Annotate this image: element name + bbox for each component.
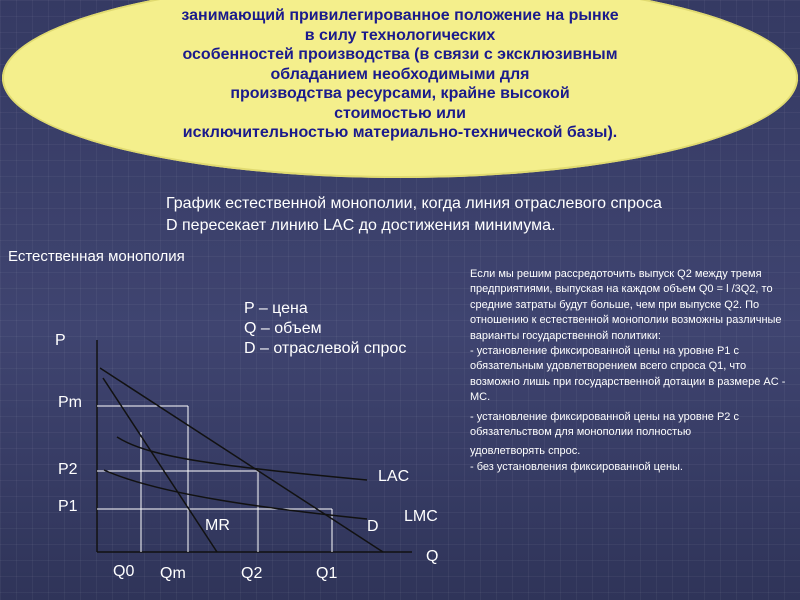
pm-label: Pm <box>58 394 82 411</box>
description-line: D пересекает линию LAC до достижения минимума. <box>166 217 556 234</box>
demand-curve <box>100 368 383 552</box>
lac-label: LAC <box>378 468 410 485</box>
p2-label: P2 <box>58 461 78 478</box>
note-paragraph: Если мы решим рассредоточить выпуск Q2 между тремя предприятиями, выпуская на каждом объем Q0 = l /3Q2, то средние затраты будут больше, чем при выпуске Q2. По отношению к естественной монополии возможны различные варианты государственной политики: <box>470 268 782 342</box>
definition-line: занимающий привилегированное положение на рынке <box>181 7 619 24</box>
lmc-curve <box>104 470 367 519</box>
legend-price: P – цена <box>244 300 308 317</box>
definition-line: обладанием необходимыми для <box>270 65 530 83</box>
price-axis-label: P <box>55 332 66 349</box>
note-paragraph: удовлетворять спрос. <box>470 445 581 458</box>
lmc-label: LMC <box>404 508 438 525</box>
qm-label: Qm <box>160 565 186 582</box>
definition-line: особенностей производства (в связи с эксклюзивным <box>182 46 618 63</box>
note-paragraph: - установление фиксированной цены на уровне P2 с обязательством для монополии полностью <box>470 410 739 439</box>
definition-line: стоимостью или <box>334 104 466 122</box>
mr-curve <box>103 378 217 552</box>
q2-label: Q2 <box>241 565 263 582</box>
mr-label: MR <box>205 517 230 534</box>
section-heading: Естественная монополия <box>8 248 185 265</box>
description-line: График естественной монополии, когда линия отраслевого спроса <box>166 195 662 212</box>
definition-line: исключительностью материально-технической базы). <box>182 124 618 141</box>
note-paragraph: - установление фиксированной цены на уровне P1 с обязательным удовлетворением всего спроса Q1, что возможно лишь при государственной дотации в размере AC - MC. <box>470 345 786 404</box>
definition-line: в силу технологических <box>304 26 496 44</box>
legend-demand: D – отраслевой спрос <box>244 340 407 357</box>
legend-quantity: Q – объем <box>244 320 322 337</box>
definition-line: производства ресурсами, крайне высокой <box>230 85 570 102</box>
lac-curve <box>117 437 367 480</box>
demand-label: D <box>367 518 379 535</box>
p1-label: P1 <box>58 498 78 515</box>
note-paragraph: - без установления фиксированной цены. <box>470 460 683 473</box>
quantity-axis-label: Q <box>426 548 439 565</box>
q1-label: Q1 <box>316 565 338 582</box>
q0-label: Q0 <box>113 563 135 580</box>
